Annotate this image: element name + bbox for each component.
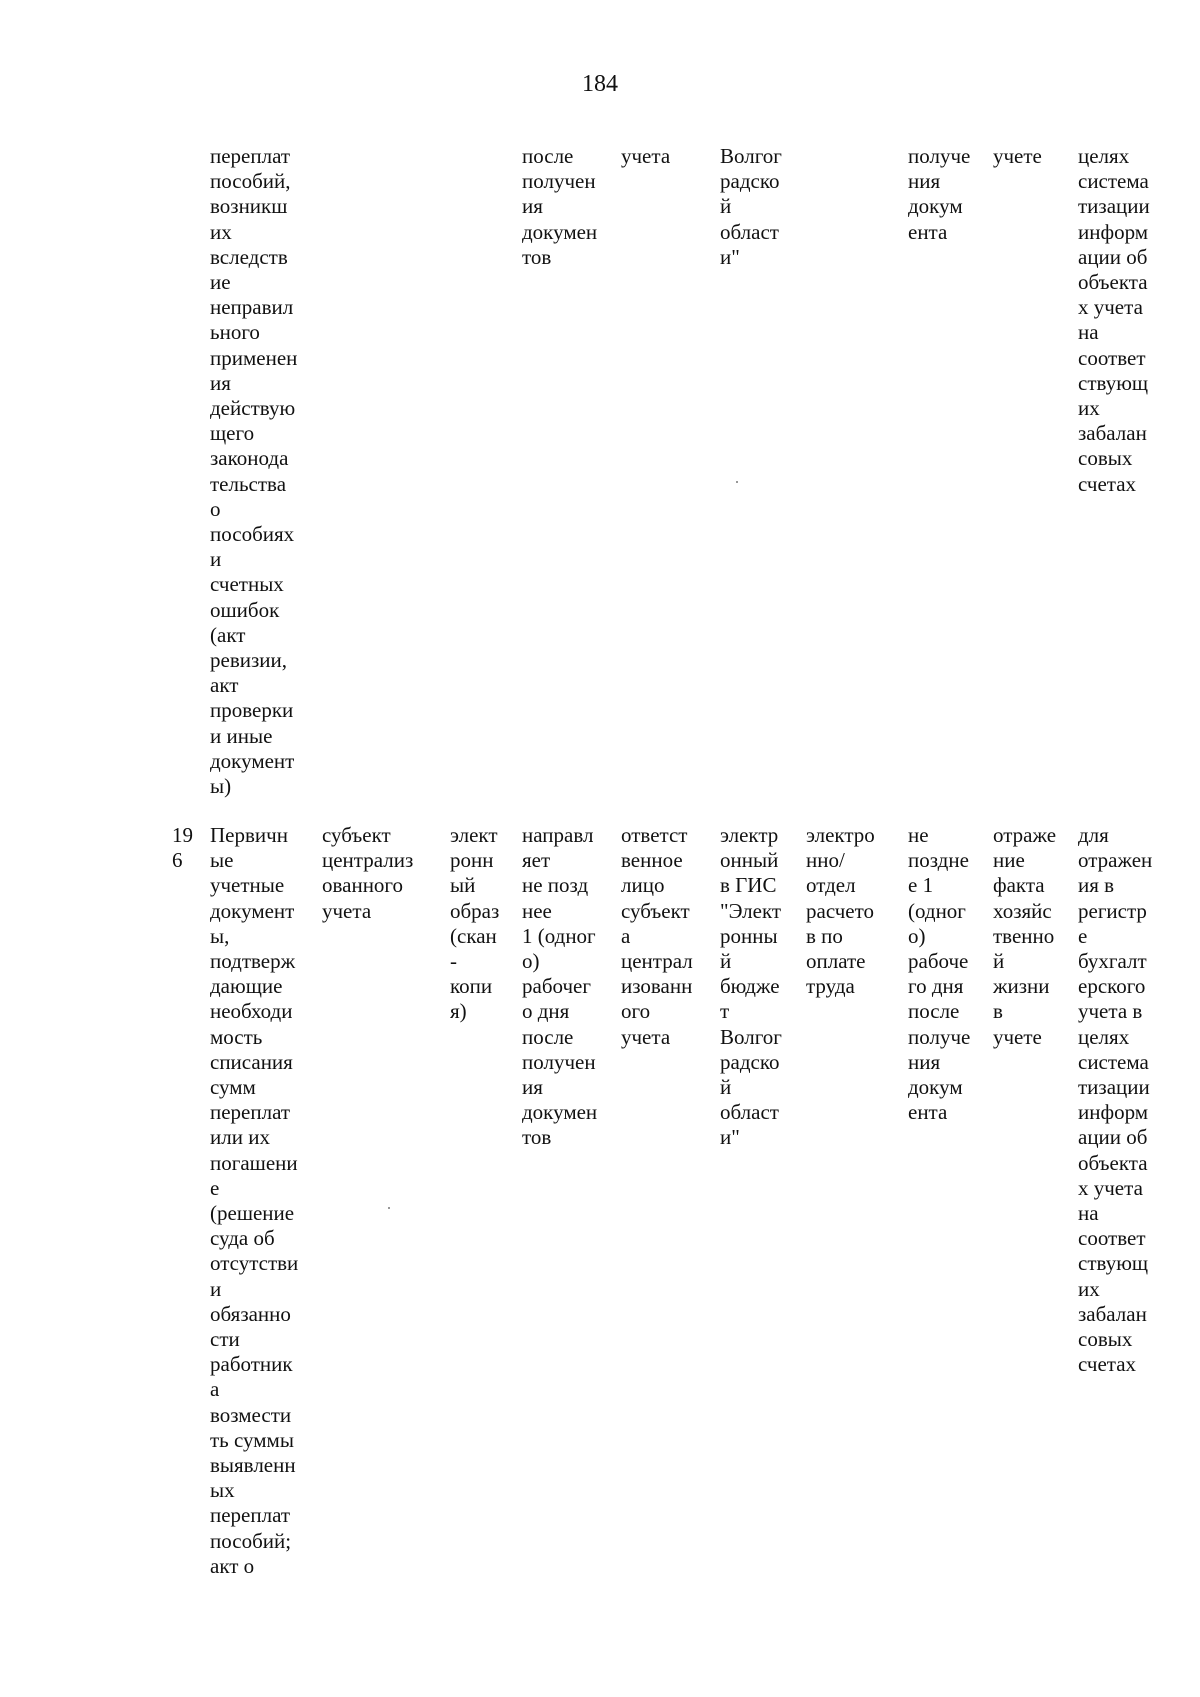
- scan-speck: [388, 1207, 390, 1209]
- reflection-cell: отраже ние факта хозяйс твенно й жизни в учете: [993, 823, 1057, 1049]
- system-cell: Волгог радско й област и": [720, 144, 782, 269]
- reflection-cell: учете: [993, 144, 1042, 168]
- document-name-cell: Первичн ые учетные документ ы, подтверж дающие необходи мость списания сумм переплат или их погашени е (решение суда об отсутстви и обязанно сти работник а возмести ть суммы выявленн ых переплат пособий; акт о: [210, 823, 299, 1578]
- row-number-cell: 19 6: [172, 823, 193, 873]
- receive-deadline-cell: получе ния докум ента: [908, 144, 971, 244]
- creator-cell: субъект централиз ованного учета: [322, 823, 414, 923]
- receive-deadline-cell: не поздне е 1 (одног о) рабоче го дня после получе ния докум ента: [908, 823, 971, 1125]
- deadline-cell: направл яет не позд нее 1 (одног о) рабочег о дня после получен ия докумен тов: [522, 823, 598, 1150]
- system-cell: электр онный в ГИС "Элект ронны й бюдже т Волгог радско й област и": [720, 823, 782, 1150]
- purpose-cell: для отражен ия в регистр е бухгалт ерского учета в целях система тизации информ ации об объекта х учета на соответ ствующ их забалан совых счетах: [1078, 823, 1153, 1377]
- recipient-cell: электро нно/ отдел расчето в по оплате труда: [806, 823, 875, 999]
- form-cell: элект ронн ый образ (скан - копи я): [450, 823, 500, 1024]
- responsible-cell: учета: [621, 144, 671, 168]
- responsible-cell: ответст венное лицо субъект а централ изованн ого учета: [621, 823, 693, 1049]
- document-name-cell: переплат пособий, возникш их вследств ие неправил ьного применен ия действую щего законода тельства о пособиях и счетных ошибок (акт ревизии, акт проверки и иные документ ы): [210, 144, 298, 799]
- purpose-cell: целях система тизации информ ации об объекта х учета на соответ ствующ их забалан совых счетах: [1078, 144, 1150, 496]
- deadline-cell: после получен ия докумен тов: [522, 144, 598, 269]
- scan-speck: [736, 481, 738, 483]
- page-number: 184: [582, 71, 618, 97]
